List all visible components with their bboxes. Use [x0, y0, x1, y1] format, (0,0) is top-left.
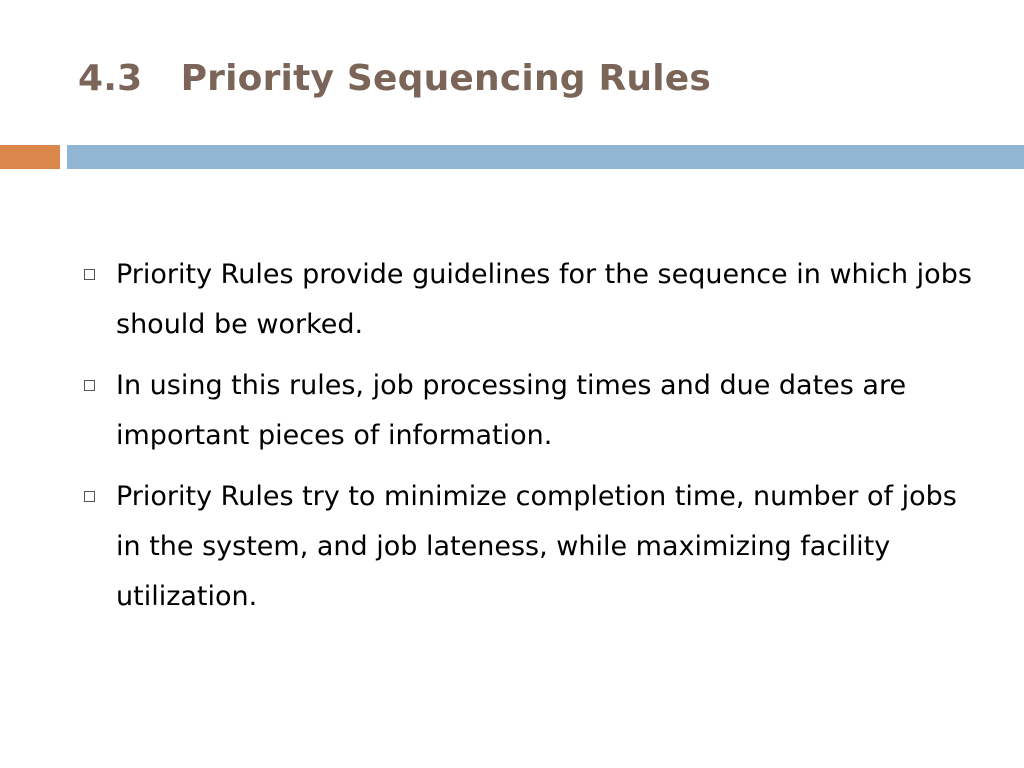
bullet-text: Priority Rules try to minimize completion time, number of jobs in the system, and job lateness, while maximizing facility utilization. — [116, 481, 957, 612]
square-bullet-icon — [84, 269, 95, 280]
square-bullet-icon — [84, 491, 95, 502]
bullet-item — [84, 361, 984, 461]
square-bullet-icon — [84, 380, 95, 391]
bullet-text: In using this rules, job processing times and due dates are important pieces of information. — [116, 370, 907, 451]
bullet-item — [84, 250, 984, 350]
bullet-item — [84, 472, 984, 622]
bullet-list — [84, 250, 984, 633]
slide-title: 4.3 Priority Sequencing Rules — [78, 58, 712, 99]
title-accent-bar — [0, 145, 60, 169]
title-divider-bar — [67, 145, 1024, 169]
bullet-text: Priority Rules provide guidelines for the sequence in which jobs should be worked. — [116, 259, 972, 340]
